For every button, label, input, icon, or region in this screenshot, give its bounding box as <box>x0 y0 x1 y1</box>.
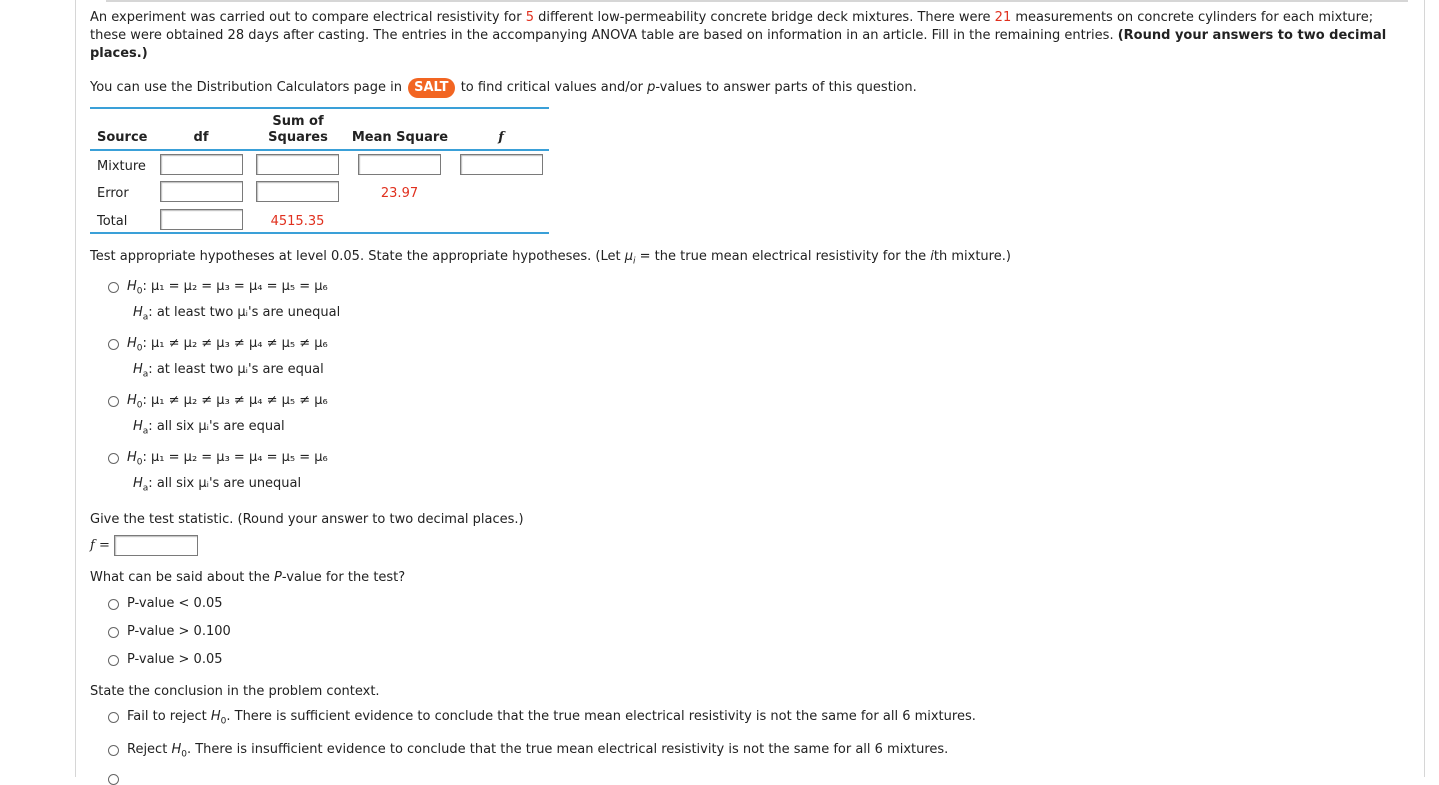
row-label-total: Total <box>97 214 128 229</box>
header-ss-2: Squares <box>268 130 328 145</box>
hypothesis-option-2-h0: $H_0$: μ₁ ≠ μ₂ ≠ μ₃ ≠ μ₄ ≠ μ₅ ≠ μ₆ <box>127 336 328 354</box>
hypothesis-option-4-h0: $H_0$: μ₁ = μ₂ = μ₃ = μ₄ = μ₅ = μ₆ <box>127 450 328 468</box>
conclusion-option-2-radio[interactable] <box>108 745 119 756</box>
hypothesis-option-1-ha: $H_a$: at least two μᵢ's are unequal <box>133 305 341 323</box>
table-header-rule <box>90 149 549 151</box>
header-f: f <box>498 130 504 145</box>
statistic-prompt: Give the test statistic. (Round your answer to two decimal places.) <box>90 512 524 527</box>
mixture-ss-input[interactable] <box>256 154 339 175</box>
total-sum-of-squares: 4515.35 <box>270 214 325 229</box>
hypothesis-option-1-h0: $H_0$: μ₁ = μ₂ = μ₃ = μ₄ = μ₅ = μ₆ <box>127 279 328 297</box>
pvalue-option-1-radio[interactable] <box>108 599 119 610</box>
problem-line-1: An experiment was carried out to compare electrical resistivity for 5 different low-permeability concrete bridge deck mixtures. There were 21 measurements on concrete cylinders for each mixture; <box>90 10 1374 25</box>
hypothesis-option-2-ha: $H_a$: at least two μᵢ's are equal <box>133 362 324 380</box>
conclusion-option-1-radio[interactable] <box>108 712 119 723</box>
header-mean-square: Mean Square <box>351 130 449 145</box>
rounding-note: (Round your answers to two decimal <box>1117 28 1387 43</box>
pvalue-option-2-label: P-value > 0.100 <box>127 624 231 639</box>
salt-note: You can use the Distribution Calculators page in SALT to find critical values and/or p-values to answer parts of this question. <box>90 78 917 98</box>
hypothesis-option-4-ha: $H_a$: all six μᵢ's are unequal <box>133 476 302 494</box>
header-source: Source <box>97 130 148 145</box>
hypothesis-option-2-radio[interactable] <box>108 339 119 350</box>
error-mean-square: 23.97 <box>380 186 419 201</box>
pvalue-option-1-label: P-value < 0.05 <box>127 596 223 611</box>
hypothesis-option-3-h0: $H_0$: μ₁ ≠ μ₂ ≠ μ₃ ≠ μ₄ ≠ μ₅ ≠ μ₆ <box>127 393 328 411</box>
f-statistic-input[interactable] <box>114 535 198 556</box>
table-bottom-rule <box>90 232 549 234</box>
hypothesis-option-4-radio[interactable] <box>108 453 119 464</box>
problem-line-2: these were obtained 28 days after casting. The entries in the accompanying ANOVA table are based on information in an article. Fill in the remaining entries. (Round your answers to two decimal <box>90 28 1387 43</box>
num-mixtures: 5 <box>525 10 535 25</box>
error-df-input[interactable] <box>160 181 243 202</box>
hypothesis-option-3-ha: $H_a$: all six μᵢ's are equal <box>133 419 285 437</box>
pvalue-option-3-label: P-value > 0.05 <box>127 652 223 667</box>
header-df: df <box>193 130 209 145</box>
conclusion-option-2-label: Reject $H_0$. There is insufficient evidence to conclude that the true mean electrical resistivity is not the same for all 6 mixtures. <box>127 742 949 760</box>
top-divider <box>106 0 1408 2</box>
mixture-ms-input[interactable] <box>358 154 441 175</box>
statistic-label: f = <box>90 538 110 553</box>
header-ss-1: Sum of <box>272 114 324 129</box>
hypotheses-prompt: Test appropriate hypotheses at level 0.05. State the appropriate hypotheses. (Let $\mu_i$ = the true mean electrical resistivity for the ith mixture.) <box>90 249 1011 267</box>
problem-line-3: places.) <box>90 46 148 61</box>
pvalue-option-2-radio[interactable] <box>108 627 119 638</box>
conclusion-option-3-radio[interactable] <box>108 774 119 785</box>
pvalue-option-3-radio[interactable] <box>108 655 119 666</box>
error-ss-input[interactable] <box>256 181 339 202</box>
mixture-df-input[interactable] <box>160 154 243 175</box>
mixture-f-input[interactable] <box>460 154 543 175</box>
conclusion-option-1-label: Fail to reject $H_0$. There is sufficient evidence to conclude that the true mean electrical resistivity is not the same for all 6 mixtures. <box>127 709 976 727</box>
row-label-mixture: Mixture <box>97 159 146 174</box>
table-top-rule <box>90 107 549 109</box>
conclusion-prompt: State the conclusion in the problem context. <box>90 684 380 699</box>
pvalue-prompt: What can be said about the P-value for the test? <box>90 570 406 585</box>
row-label-error: Error <box>97 186 129 201</box>
salt-link[interactable]: SALT <box>408 78 454 98</box>
num-measurements: 21 <box>994 10 1012 25</box>
total-df-input[interactable] <box>160 209 243 230</box>
hypothesis-option-1-radio[interactable] <box>108 282 119 293</box>
hypothesis-option-3-radio[interactable] <box>108 396 119 407</box>
